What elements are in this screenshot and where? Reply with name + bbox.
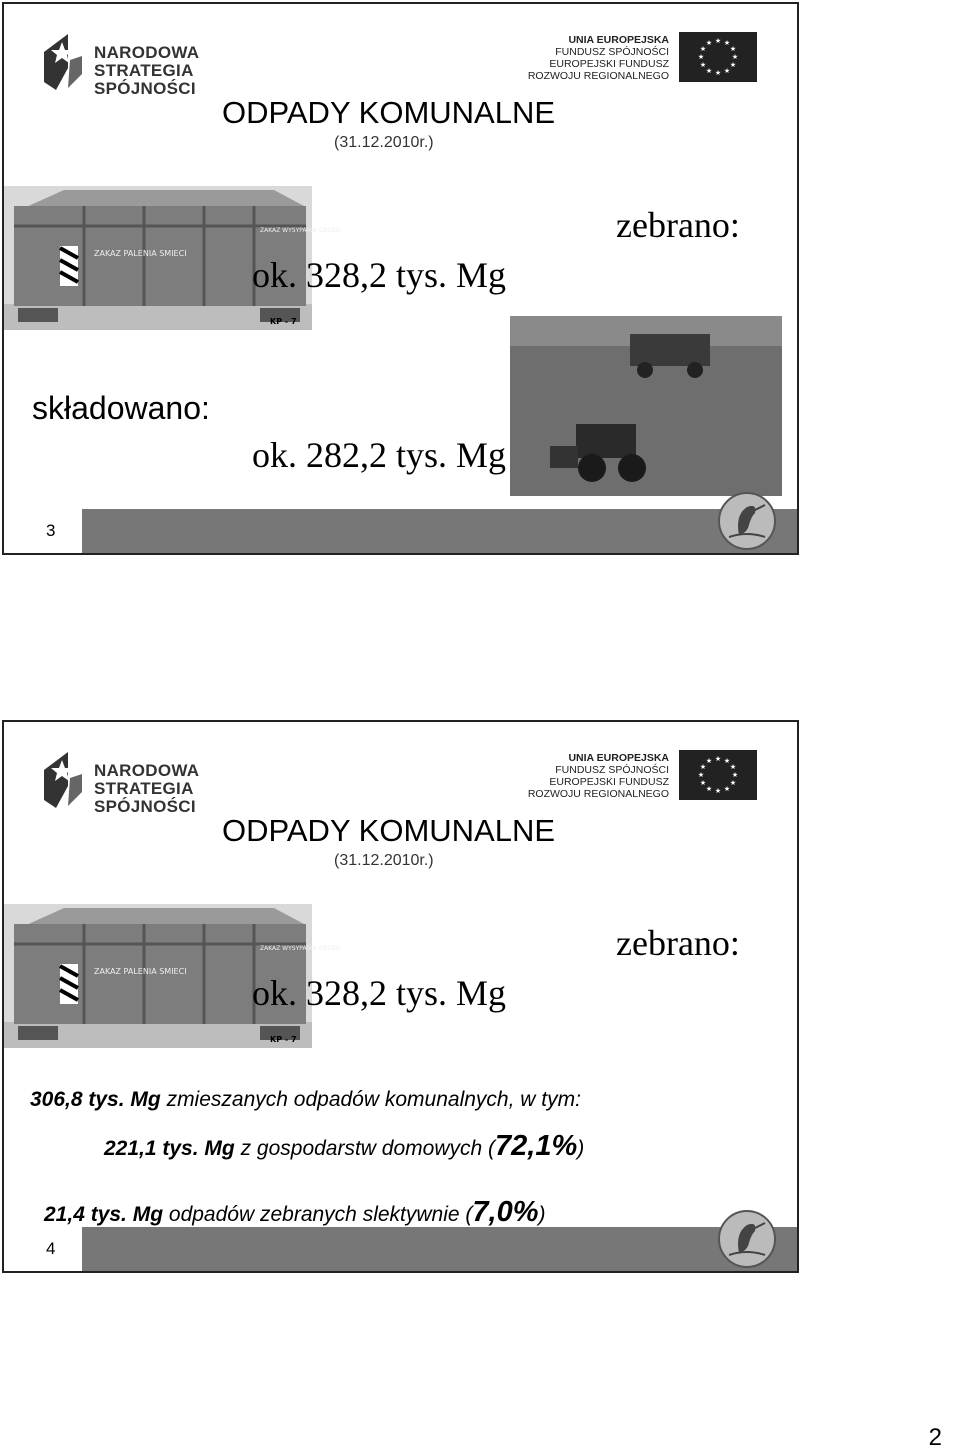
svg-text:★: ★ — [723, 39, 731, 47]
nss-line2: STRATEGIA SPÓJNOŚCI — [94, 61, 196, 98]
eu-line4: ROZWOJU REGIONALNEGO — [527, 70, 669, 82]
svg-text:★: ★ — [697, 771, 705, 779]
slide-title: ODPADY KOMUNALNE — [222, 813, 556, 848]
eu-flag-icon — [679, 750, 757, 800]
slide-number: 3 — [46, 521, 56, 540]
stat-mixed-text: zmieszanych odpadów komunalnych, w tym: — [160, 1088, 581, 1111]
svg-text:★: ★ — [723, 757, 731, 765]
stat-mixed-amount: 306,8 tys. Mg — [30, 1088, 161, 1111]
container-label-1: ZAKAZ PALENIA SMIECI — [94, 249, 187, 258]
eu-line1: UNIA EUROPEJSKA — [568, 752, 669, 764]
slide-date: (31.12.2010r.) — [334, 134, 434, 151]
container-code: KP - 7 — [270, 1035, 297, 1044]
nss-star-logo-icon — [42, 32, 86, 92]
eu-line4: ROZWOJU REGIONALNEGO — [527, 788, 669, 800]
eu-line1: UNIA EUROPEJSKA — [568, 34, 669, 46]
stat-households-amount: 221,1 tys. Mg — [104, 1137, 235, 1160]
container-label-1: ZAKAZ PALENIA SMIECI — [94, 967, 187, 976]
svg-text:★: ★ — [729, 763, 737, 771]
svg-text:★: ★ — [723, 67, 731, 75]
nss-logo-text — [94, 44, 272, 98]
stat-selective-amount: 21,4 tys. Mg — [44, 1203, 164, 1226]
container-label-2: ZAKAZ WYSYPANIA GRUZU — [260, 227, 341, 234]
stat-households — [104, 1130, 584, 1163]
nss-line1: NARODOWA — [94, 43, 200, 62]
stat-households-text: z gospodarstw domowych ( — [234, 1137, 496, 1160]
zebrano-label: zebrano: — [616, 923, 740, 963]
skladowano-label: składowano: — [32, 390, 210, 426]
svg-text:★: ★ — [714, 787, 722, 795]
footer-bar — [82, 509, 797, 553]
svg-text:★: ★ — [714, 755, 722, 763]
svg-text:★: ★ — [723, 785, 731, 793]
svg-text:★: ★ — [697, 53, 705, 61]
svg-text:★: ★ — [705, 39, 713, 47]
footer-number-box — [4, 509, 82, 553]
svg-text:★: ★ — [699, 45, 707, 53]
stat-mixed-waste — [30, 1088, 581, 1112]
svg-text:★: ★ — [731, 771, 739, 779]
stat-selective-close: ) — [538, 1203, 546, 1226]
eu-caption — [524, 752, 669, 800]
zebrano-amount: ok. 328,2 tys. Mg — [252, 973, 507, 1013]
svg-text:★: ★ — [714, 69, 722, 77]
slide-4 — [2, 720, 799, 1273]
nss-logo — [42, 750, 272, 816]
svg-text:★: ★ — [729, 779, 737, 787]
stat-selective — [44, 1196, 546, 1229]
svg-text:★: ★ — [729, 61, 737, 69]
slide-footer — [4, 1227, 797, 1271]
svg-text:★: ★ — [705, 785, 713, 793]
slide-footer — [4, 509, 797, 553]
eu-line2: FUNDUSZ SPÓJNOŚCI — [555, 46, 669, 58]
eu-flag-icon — [679, 32, 757, 82]
stat-households-percent: 72,1% — [495, 1130, 578, 1162]
svg-text:★: ★ — [705, 67, 713, 75]
svg-text:★: ★ — [699, 61, 707, 69]
svg-text:★: ★ — [699, 779, 707, 787]
svg-text:★: ★ — [705, 757, 713, 765]
eu-line2: FUNDUSZ SPÓJNOŚCI — [555, 764, 669, 776]
footer-bar — [82, 1227, 797, 1271]
stat-households-close: ) — [577, 1137, 585, 1160]
slide-number: 4 — [46, 1239, 56, 1258]
page-number: 2 — [928, 1424, 942, 1451]
container-label-2: ZAKAZ WYSYPANIA GRUZU — [260, 945, 341, 952]
nss-line2: STRATEGIA SPÓJNOŚCI — [94, 779, 196, 816]
nss-line1: NARODOWA — [94, 761, 200, 780]
slide-3 — [2, 2, 799, 555]
svg-text:★: ★ — [729, 45, 737, 53]
slide-date: (31.12.2010r.) — [334, 852, 434, 869]
container-code: KP - 7 — [270, 317, 297, 326]
eu-line3: EUROPEJSKI FUNDUSZ — [549, 58, 669, 70]
stat-selective-percent: 7,0% — [472, 1196, 539, 1228]
zebrano-label: zebrano: — [616, 205, 740, 245]
svg-text:★: ★ — [699, 763, 707, 771]
landfill-photo — [510, 316, 782, 496]
slide-title: ODPADY KOMUNALNE — [222, 95, 556, 130]
stork-emblem-icon — [717, 491, 777, 551]
nss-star-logo-icon — [42, 750, 86, 810]
nss-logo — [42, 32, 272, 98]
stat-selective-text: odpadów zebranych slektywnie ( — [163, 1203, 473, 1226]
svg-text:★: ★ — [731, 53, 739, 61]
eu-caption — [524, 34, 669, 82]
skladowano-amount: ok. 282,2 tys. Mg — [252, 435, 507, 475]
footer-number-box — [4, 1227, 82, 1271]
svg-text:★: ★ — [714, 37, 722, 45]
nss-logo-text — [94, 762, 272, 816]
zebrano-amount: ok. 328,2 tys. Mg — [252, 255, 507, 295]
stork-emblem-icon — [717, 1209, 777, 1269]
eu-line3: EUROPEJSKI FUNDUSZ — [549, 776, 669, 788]
